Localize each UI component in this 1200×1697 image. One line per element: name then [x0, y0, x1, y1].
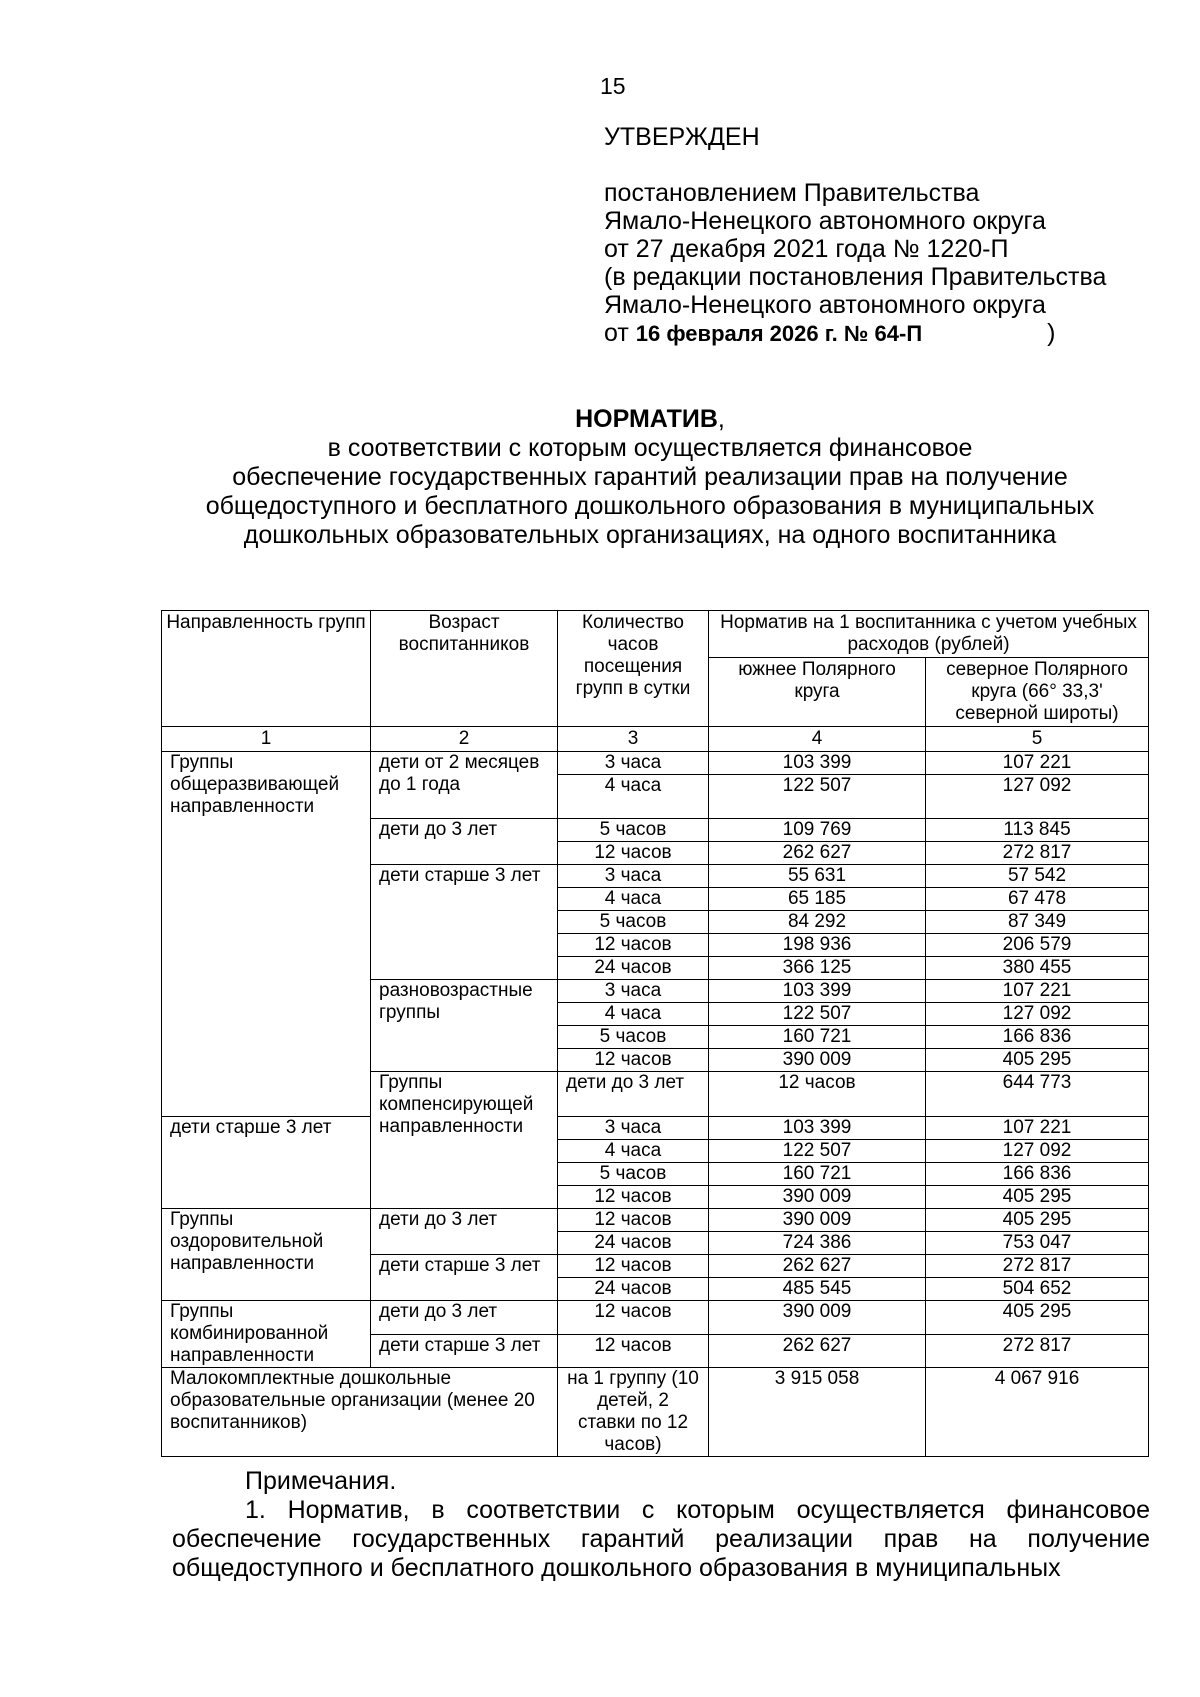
hours-cell: 3 часа	[558, 752, 709, 775]
title-line: дошкольных образовательных организациях, на одного воспитанника	[243, 521, 1057, 549]
hours-cell: 3 часа	[558, 865, 709, 888]
hours-cell: 24 часов	[558, 1278, 709, 1301]
north-value: 272 817	[926, 1255, 1149, 1278]
hours-cell: 12 часов	[558, 1255, 709, 1278]
hours-cell: 12 часов	[558, 934, 709, 957]
hours-cell: 24 часов	[558, 957, 709, 980]
title-line: в соответствии с которым осуществляется финансовое	[327, 434, 973, 462]
age-cell: дети до 3 лет	[558, 1072, 709, 1117]
hours-cell: 3 часа	[558, 980, 709, 1003]
approval-last-line	[604, 319, 1106, 348]
hours-cell: 4 часа	[558, 1140, 709, 1163]
south-value: 122 507	[709, 1140, 926, 1163]
age-cell: дети старше 3 лет	[371, 865, 558, 980]
north-value: 405 295	[926, 1186, 1149, 1209]
north-value: 380 455	[926, 957, 1149, 980]
hours-cell: 12 часов	[558, 1186, 709, 1209]
north-value: 405 295	[926, 1301, 1149, 1335]
age-cell: дети старше 3 лет	[371, 1334, 558, 1368]
small-org-cell: Малокомплектные дошкольные образовательные организации (менее 20 воспитанников)	[162, 1368, 558, 1457]
north-value: 67 478	[926, 888, 1149, 911]
notes-title: Примечания.	[245, 1467, 397, 1495]
hours-cell: 4 часа	[558, 888, 709, 911]
south-value: 160 721	[709, 1026, 926, 1049]
hours-cell: 12 часов	[558, 1209, 709, 1232]
south-value: 390 009	[709, 1186, 926, 1209]
north-value: 405 295	[926, 1049, 1149, 1072]
south-value: 103 399	[709, 980, 926, 1003]
south-value: 262 627	[709, 842, 926, 865]
col-number: 5	[926, 727, 1149, 752]
north-value: 166 836	[926, 1163, 1149, 1186]
hours-cell: 5 часов	[558, 1163, 709, 1186]
south-value: 390 009	[709, 1301, 926, 1335]
hours-cell: 12 часов	[709, 1072, 926, 1117]
south-value: 84 292	[709, 911, 926, 934]
title-bold: НОРМАТИВ	[575, 405, 718, 433]
approval-line: Ямало-Ненецкого автономного округа	[604, 207, 1046, 235]
south-value: 262 627	[709, 1334, 926, 1368]
norm-table	[161, 610, 1149, 1457]
south-value: 724 386	[709, 1232, 926, 1255]
north-value: 127 092	[926, 1140, 1149, 1163]
header-hours: Количество часов посещения групп в сутки	[558, 611, 709, 727]
south-value: 366 125	[709, 957, 926, 980]
hours-cell: 5 часов	[558, 911, 709, 934]
group-cell: Группы оздоровительной направленности	[162, 1209, 371, 1301]
approval-line: Ямало-Ненецкого автономного округа	[604, 291, 1046, 319]
small-org-north: 4 067 916	[926, 1368, 1149, 1457]
age-cell: разновозрастные группы	[371, 980, 558, 1072]
north-value: 107 221	[926, 752, 1149, 775]
north-value: 57 542	[926, 865, 1149, 888]
age-cell: дети до 3 лет	[371, 1301, 558, 1335]
north-value: 107 221	[926, 1117, 1149, 1140]
age-cell: дети старше 3 лет	[371, 1255, 558, 1301]
approval-line: постановлением Правительства	[604, 179, 980, 207]
north-value: 504 652	[926, 1278, 1149, 1301]
page-number: 15	[600, 73, 626, 99]
document-title	[150, 405, 1150, 550]
south-value: 103 399	[709, 1117, 926, 1140]
approval-heading: УТВЕРЖДЕН	[604, 123, 760, 151]
age-cell: дети от 2 месяцев до 1 года	[371, 752, 558, 819]
south-value: 262 627	[709, 1255, 926, 1278]
south-value: 103 399	[709, 752, 926, 775]
small-org-hours: на 1 группу (10 детей, 2 ставки по 12 часов)	[558, 1368, 709, 1457]
north-value: 127 092	[926, 1003, 1149, 1026]
hours-cell: 12 часов	[558, 1334, 709, 1368]
header-age: Возраст воспитанников	[371, 611, 558, 727]
north-value: 113 845	[926, 819, 1149, 842]
south-value: 65 185	[709, 888, 926, 911]
hours-cell: 24 часов	[558, 1232, 709, 1255]
approval-last-suffix: )	[1047, 319, 1056, 347]
approval-block	[604, 123, 1106, 348]
south-value: 122 507	[709, 775, 926, 819]
small-org-south: 3 915 058	[709, 1368, 926, 1457]
header-north: северное Полярного круга (66° 33,3' северной широты)	[926, 658, 1149, 727]
group-cell: Группы компенсирующей направленности	[371, 1072, 558, 1209]
hours-cell: 12 часов	[558, 1049, 709, 1072]
title-line: обеспечение государственных гарантий реализации прав на получение	[232, 463, 1068, 491]
south-value: 55 631	[709, 865, 926, 888]
north-value: 272 817	[926, 1334, 1149, 1368]
amendment-date: 16 февраля 2026 г. № 64-П	[635, 321, 923, 346]
north-value: 107 221	[926, 980, 1149, 1003]
south-value: 160 721	[709, 1163, 926, 1186]
col-number: 1	[162, 727, 371, 752]
north-value: 753 047	[926, 1232, 1149, 1255]
header-south: южнее Полярного круга	[709, 658, 926, 727]
header-direction: Направленность групп	[162, 611, 371, 727]
north-value: 87 349	[926, 911, 1149, 934]
hours-cell: 5 часов	[558, 819, 709, 842]
hours-cell: 3 часа	[558, 1117, 709, 1140]
hours-cell: 12 часов	[558, 842, 709, 865]
hours-cell: 12 часов	[558, 1301, 709, 1335]
note-paragraph: 1. Норматив, в соответствии с которым осуществляется финансовое обеспечение государственных гарантий реализации прав на получение общедоступного и бесплатного дошкольного образования в муниципальных	[172, 1496, 1150, 1582]
north-value: 405 295	[926, 1209, 1149, 1232]
north-value: 206 579	[926, 934, 1149, 957]
north-value: 127 092	[926, 775, 1149, 819]
age-cell: дети до 3 лет	[371, 819, 558, 865]
south-value: 122 507	[709, 1003, 926, 1026]
notes-section	[172, 1467, 1150, 1583]
hours-cell: 4 часа	[558, 775, 709, 819]
col-number: 4	[709, 727, 926, 752]
north-value: 272 817	[926, 842, 1149, 865]
approval-line: от 27 декабря 2021 года № 1220-П	[604, 235, 1009, 263]
south-value: 109 769	[709, 819, 926, 842]
group-cell: Группы комбинированной направленности	[162, 1301, 371, 1368]
col-number: 3	[558, 727, 709, 752]
south-value: 390 009	[709, 1209, 926, 1232]
south-value: 644 773	[926, 1072, 1149, 1117]
hours-cell: 5 часов	[558, 1026, 709, 1049]
south-value: 485 545	[709, 1278, 926, 1301]
south-value: 390 009	[709, 1049, 926, 1072]
title-line: общедоступного и бесплатного дошкольного образования в муниципальных	[205, 492, 1095, 520]
group-cell: Группы общеразвивающей направленности	[162, 752, 371, 1117]
south-value: 198 936	[709, 934, 926, 957]
north-value: 166 836	[926, 1026, 1149, 1049]
title-comma: ,	[717, 405, 725, 433]
approval-last-prefix: от	[604, 319, 629, 347]
age-cell: дети старше 3 лет	[162, 1117, 371, 1209]
approval-line: (в редакции постановления Правительства	[604, 263, 1107, 291]
col-number: 2	[371, 727, 558, 752]
hours-cell: 4 часа	[558, 1003, 709, 1026]
header-norm: Норматив на 1 воспитанника с учетом учебных расходов (рублей)	[709, 611, 1149, 658]
age-cell: дети до 3 лет	[371, 1209, 558, 1255]
